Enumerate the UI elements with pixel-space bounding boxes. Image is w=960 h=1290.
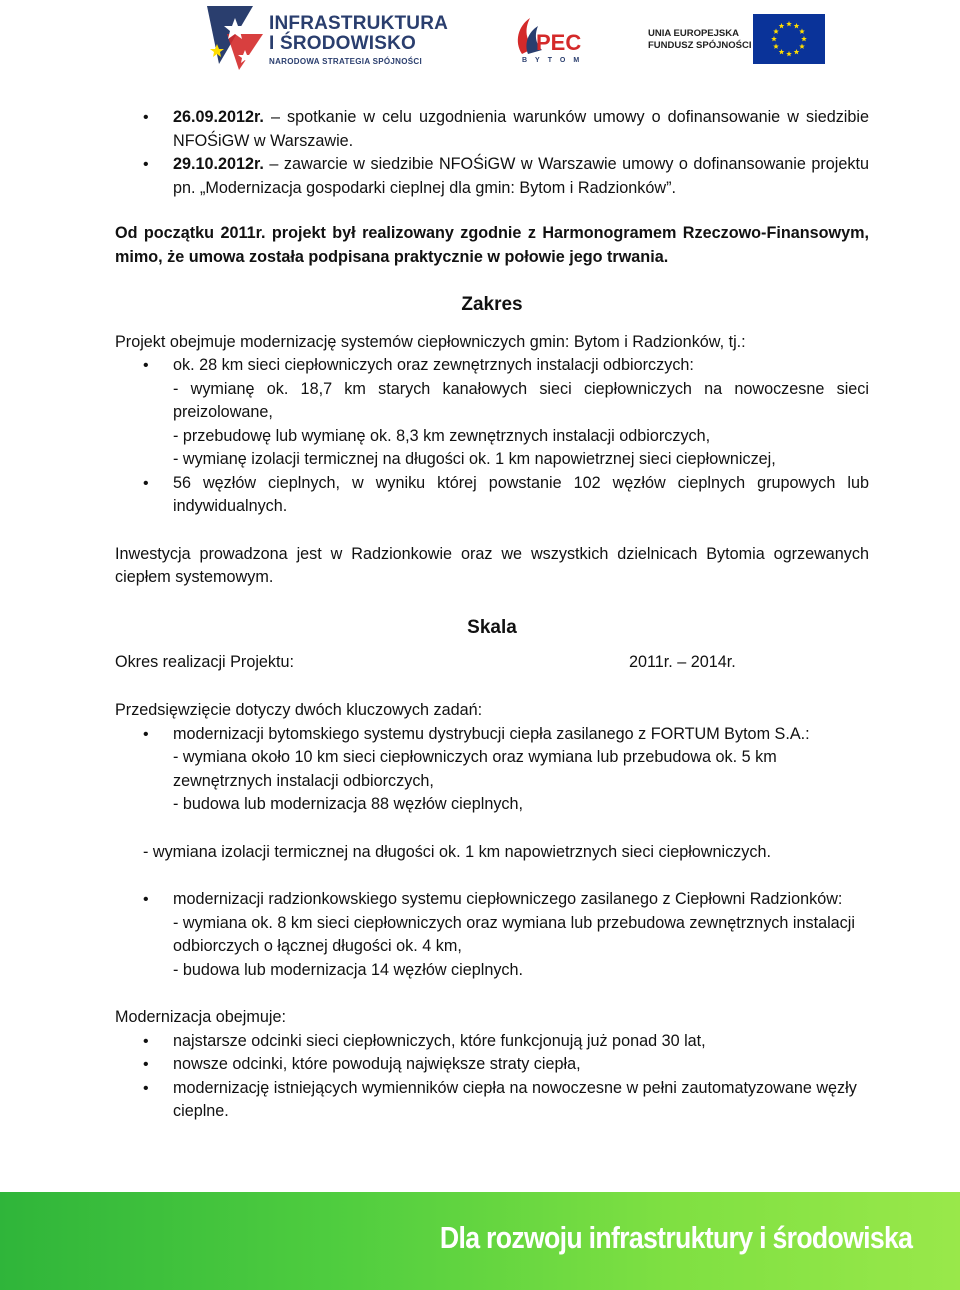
period-value: 2011r. – 2014r. [629,653,736,671]
task-sub-1: - wymiana ok. 8 km sieci ciepłowniczych oraz wymiana lub przebudowa zewnętrznych instalacji odbiorczych o łącznej długości ok. 4 km, [173,913,855,955]
zakres-intro: Projekt obejmuje modernizację systemów ciepłowniczych gmin: Bytom i Radzionków, tj.: [115,332,746,351]
zakres-sub-1: - wymianę ok. 18,7 km starych kanałowych sieci ciepłowniczych na nowoczesne sieci preizolowane, [173,379,869,421]
period-row [115,651,869,675]
timeline-list [115,106,869,200]
task-sub-3: - wymiana izolacji termicznej na długości ok. 1 km napowietrznych sieci ciepłowniczych. [143,842,771,861]
timeline-text: – zawarcie w siedzibie NFOŚiGW w Warszawie umowy o dofinansowanie projektu pn. „Modernizacja gospodarki cieplnej dla gmin: Bytom i Radzionków”. [173,155,869,197]
ue-star-emblem-icon [205,4,267,72]
zakres-sub-3: - wymianę izolacji termicznej na długości ok. 1 km napowietrznej sieci ciepłowniczej, [173,450,776,468]
timeline-text: – spotkanie w celu uzgodnienia warunków umowy o dofinansowanie w siedzibie NFOŚiGW w Warszawie. [173,108,869,150]
logo-line-2: I ŚRODOWISKO [269,33,417,54]
zakres-list [115,354,869,519]
task-item [115,723,869,817]
timeline-date: 29.10.2012r. [173,155,264,173]
zakres-outro: Inwestycja prowadzona jest w Radzionkowie oraz we wszystkich dzielnicach Bytomia ogrzewanych ciepłem systemowym. [115,544,869,586]
logo-line-3: NARODOWA STRATEGIA SPÓJNOŚCI [269,57,423,66]
zakres-item-line: • ok. 28 km sieci ciepłowniczych oraz zewnętrznych instalacji odbiorczych: [173,356,694,374]
timeline-date: 26.09.2012r. [173,108,264,126]
task-sub-2: - budowa lub modernizacja 14 węzłów cieplnych. [173,960,524,979]
tasks-list-2 [115,888,869,982]
modernization-item: • modernizację istniejących wymienników ciepła na nowoczesne w pełni zautomatyzowane węzły cieplne. [115,1077,869,1124]
zakres-heading: Zakres [461,294,523,315]
task-line: • modernizacji radzionkowskiego systemu ciepłowniczego zasilanego z Ciepłowni Radzionków: [173,890,843,908]
ue-line-1: UNIA EUROPEJSKA [648,28,739,39]
document-body [115,106,869,1124]
pec-caption: BYTOM [522,57,588,64]
task-sub-2: - budowa lub modernizacja 88 węzłów cieplnych, [173,795,524,813]
tasks-intro: Przedsięwzięcie dotyczy dwóch kluczowych zadań: [115,701,483,719]
pec-bytom-logo [512,14,588,70]
skala-heading: Skala [467,616,517,638]
zakres-item [115,354,869,472]
header-logos [0,0,960,80]
task-line: • modernizacji bytomskiego systemu dystrybucji ciepła zasilanego z FORTUM Bytom S.A.: [173,724,810,743]
footer-banner [0,1192,960,1290]
modernization-list [115,1030,869,1124]
zakres-sub-2: - przebudowę lub wymianę ok. 8,3 km zewnętrznych instalacji odbiorczych, [173,426,711,445]
infrastruktura-srodowisko-logo [205,4,455,72]
zakres-item: • 56 węzłów cieplnych, w wyniku której powstanie 102 węzłów cieplnych grupowych lub indywidualnych. [115,472,869,519]
tasks-list [115,723,869,817]
period-label: Okres realizacji Projektu: [115,653,295,671]
logo-line-1: INFRASTRUKTURA [269,13,449,34]
task-item [115,888,869,982]
eu-flag-icon [753,14,825,64]
task-sub-1: - wymiana około 10 km sieci ciepłowniczych oraz wymiana lub przebudowa ok. 5 km zewnętrznych instalacji odbiorczych, [173,748,777,790]
modernization-item: • najstarsze odcinki sieci ciepłowniczych, które funkcjonują już ponad 30 lat, [115,1030,869,1054]
status-paragraph: Od początku 2011r. projekt był realizowany zgodnie z Harmonogramem Rzeczowo-Finansowym, mimo, że umowa została podpisana praktycznie w połowie jego trwania. [115,224,869,266]
modernization-intro: Modernizacja obejmuje: [115,1008,286,1026]
svg-text:PEC: PEC [536,30,582,55]
footer-slogan: Dla rozwoju infrastruktury i środowiska [439,1220,912,1255]
ue-line-2: FUNDUSZ SPÓJNOŚCI [648,40,752,51]
timeline-item [115,106,869,153]
timeline-item [115,153,869,200]
unia-europejska-logo [648,14,828,66]
pec-flame-icon [512,14,584,58]
modernization-item: • nowsze odcinki, które powodują największe straty ciepła, [115,1053,869,1077]
